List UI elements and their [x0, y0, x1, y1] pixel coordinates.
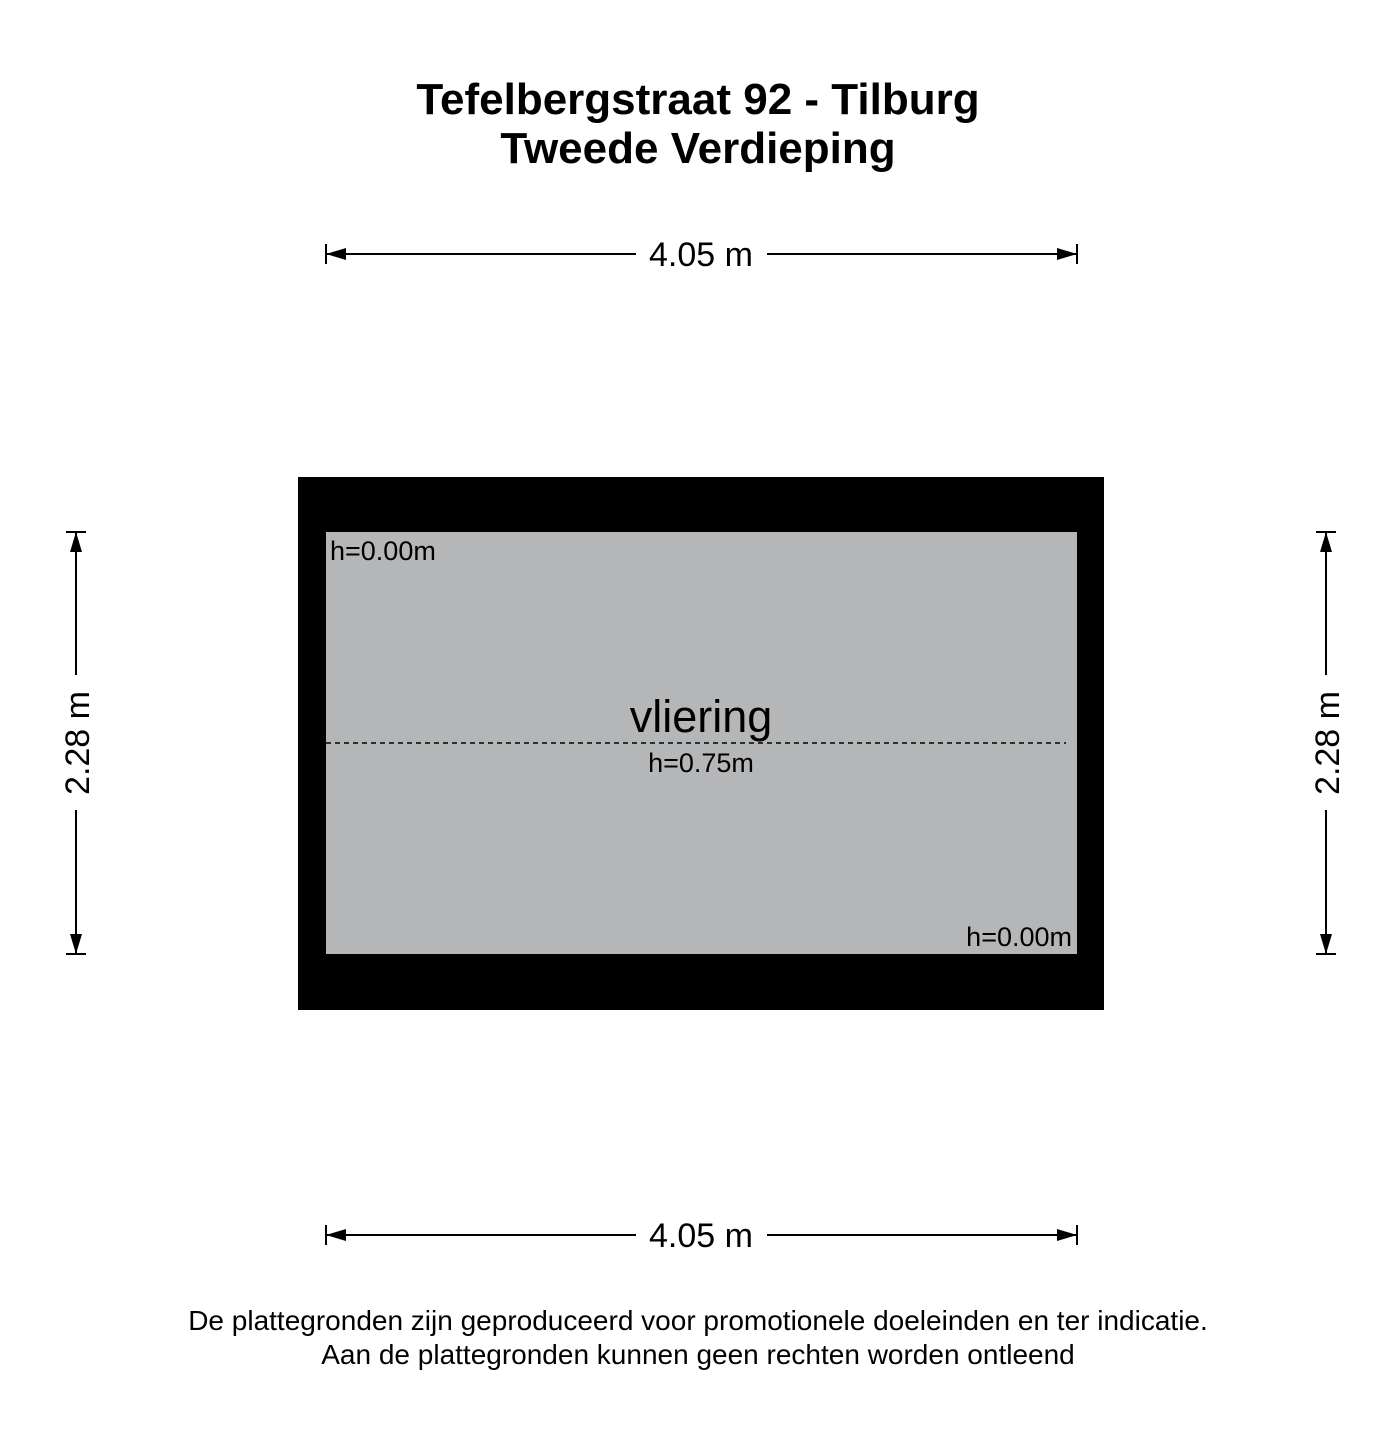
dimension-top — [326, 236, 1077, 274]
ridge-height-label: h=0.75m — [648, 748, 754, 778]
disclaimer-line-1: De plattegronden zijn geproduceerd voor promotionele doeleinden en ter indicatie. — [188, 1305, 1208, 1336]
height-label-top-left: h=0.00m — [330, 536, 436, 566]
disclaimer-line-2: Aan de plattegronden kunnen geen rechten worden ontleend — [321, 1339, 1075, 1370]
plan-title: Tefelbergstraat 92 - Tilburg — [416, 75, 980, 124]
dimension-right — [1309, 532, 1347, 954]
dimension-bottom — [326, 1217, 1077, 1255]
dimension-top-label: 4.05 m — [649, 236, 753, 274]
dimension-left-label: 2.28 m — [59, 691, 97, 795]
floor-subtitle: Tweede Verdieping — [500, 124, 896, 173]
height-label-bottom-right: h=0.00m — [966, 922, 1072, 952]
dimension-left — [59, 532, 97, 954]
dimension-bottom-label: 4.05 m — [649, 1217, 753, 1255]
room-name: vliering — [629, 691, 773, 742]
dimension-right-label: 2.28 m — [1309, 691, 1347, 795]
